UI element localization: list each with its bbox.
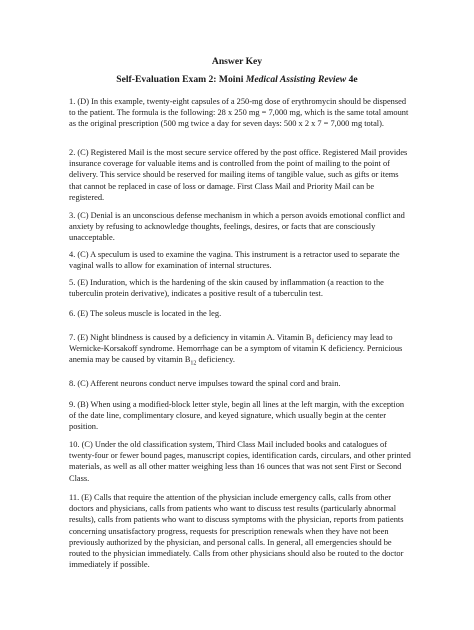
subtitle-book-title: Medical Assisting Review [245,74,347,85]
answer-3: 3. (C) Denial is an unconscious defense mechanism in which a person avoids emotional conflict and anxiety by refusing to acknowledge thoughts, feelings, desires, or facts that are consciously unacceptable. [69,211,405,243]
answer-7-part1: 7. (E) Night blindness is caused by a deficiency in vitamin A. Vitamin B [69,333,312,342]
answer-4: 4. (C) A speculum is used to examine the vagina. This instrument is a retractor used to separate the vaginal walls to allow for examination of internal structures. [69,250,400,271]
answer-1: 1. (D) In this example, twenty-eight capsules of a 250-mg dose of erythromycin should be dispensed to the patient. The formula is the following: 28 x 250 mg = 7,000 mg, which is the same total amount as the original prescription (500 mg twice a day for seven days: 500 x 2 x 7 = 7,000 mg total). [69,97,409,129]
answer-9: 9. (B) When using a modified-block letter style, begin all lines at the left margin, with the exception of the date line, complimentary closure, and keyed signature, which usually begin at the center position. [69,400,405,432]
answer-6: 6. (E) The soleus muscle is located in the leg. [69,309,222,318]
document-title: Answer Key [211,56,263,67]
answer-8: 8. (C) Afferent neurons conduct nerve impulses toward the spinal cord and brain. [69,379,341,388]
answer-7-sub1: 1 [311,338,315,345]
document-subtitle [0,74,474,86]
answer-7-sub2: 12 [190,361,197,368]
answer-7 [69,332,411,366]
answer-11: 11. (E) Calls that require the attention of the physician include emergency calls, calls from other doctors and physicians, calls from patients who want to discuss test results (particularly abnormal results), calls from patients who want to discuss symptoms with the physician, reports from patients concerning unsatisfactory progress, requests for prescription renewals when they have not been previously authorized by the physician, and personal calls. In general, all emergencies should be routed to the physician immediately. Calls from other physicians should also be routed to the doctor immediately if possible. [69,493,404,570]
answer-7-part3: deficiency. [196,355,235,365]
answer-5: 5. (E) Induration, which is the hardening of the skin caused by inflammation (a reaction to the tuberculin protein derivative), indicates a positive result of a tuberculin test. [69,278,384,299]
answer-7-part2: deficiency may lead to Wernicke-Korsakoff syndrome. Hemorrhage can be a symptom of vitamin K deficiency. Pernicious anemia may be caused by vitamin B [69,333,403,365]
answer-2: 2. (C) Registered Mail is the most secure service offered by the post office. Registered Mail provides insurance coverage for valuable items and is controlled from the point of mailing to the point of delivery. This service should be reserved for mailing items of tangible value, such as gifts or items that cannot be replaced in case of loss or damage. First Class Mail and Priority Mail can be registered. [69,148,408,202]
answer-10: 10. (C) Under the old classification system, Third Class Mail included books and catalogues of twenty-four or fewer bound pages, manuscript copies, identification cards, circulars, and other printed materials, as well as all other matter weighing less than 16 ounces that was not sent First or Second Class. [69,440,411,483]
subtitle-edition: 4e [346,74,358,85]
subtitle-prefix: Self-Evaluation Exam 2: Moini [116,74,246,85]
